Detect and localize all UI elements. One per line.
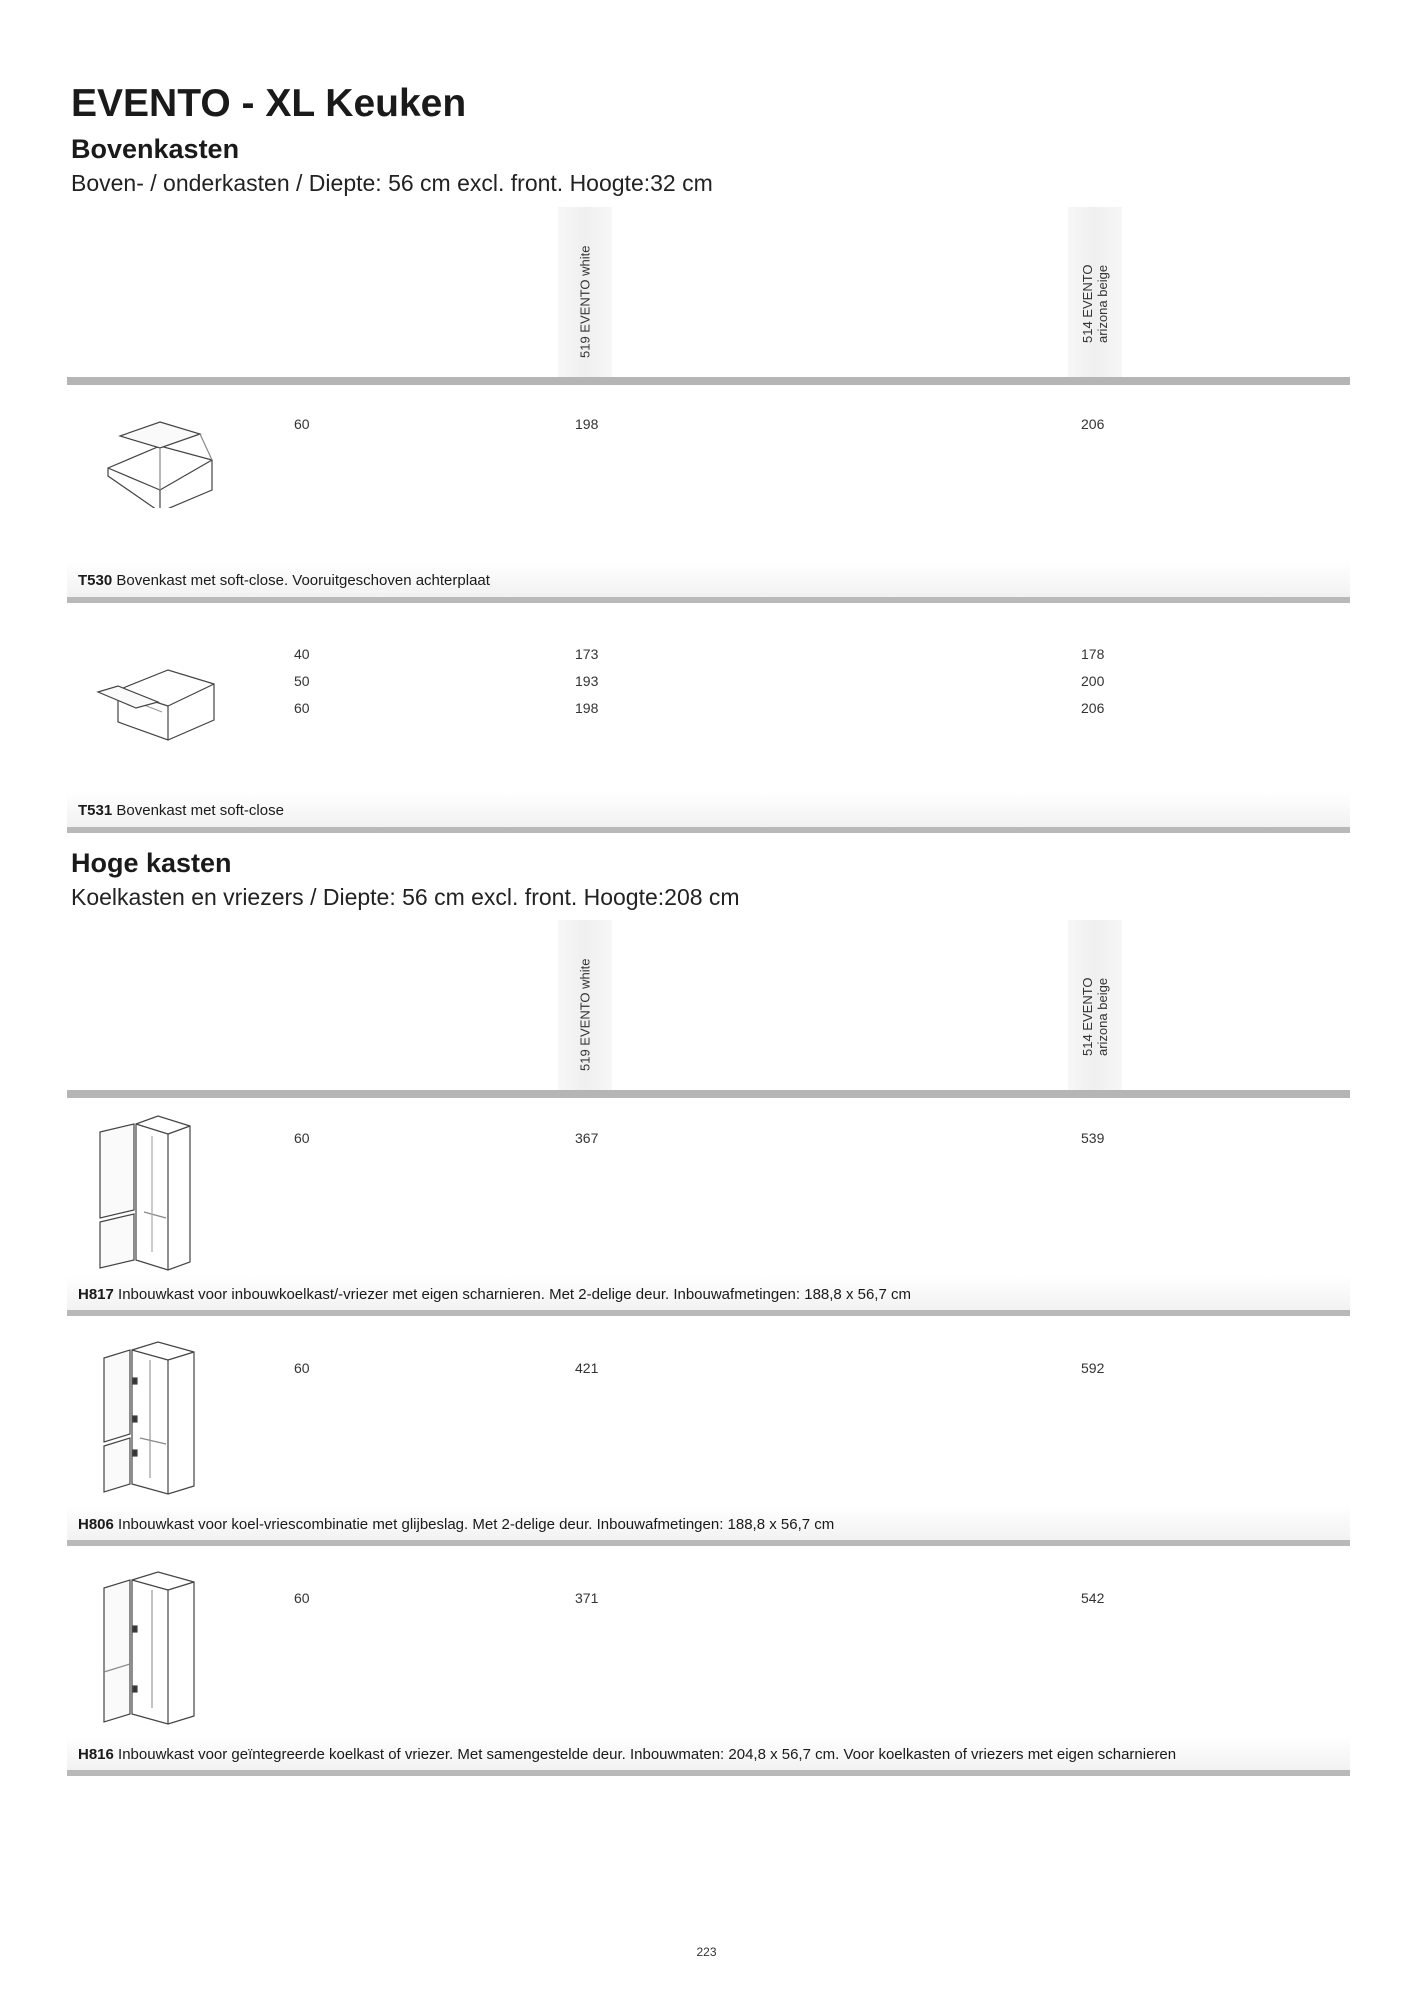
column-header-white	[558, 207, 612, 377]
column-header-beige-line2-2: arizona beige	[1095, 977, 1110, 1056]
h816-code: H816	[78, 1746, 114, 1763]
h806-price-beige: 592	[1081, 1360, 1105, 1376]
column-header-beige	[1068, 207, 1122, 377]
section-heading-hoge-kasten: Hoge kasten	[71, 848, 232, 878]
h817-width-60: 60	[294, 1130, 310, 1146]
column-header-beige-line2: arizona beige	[1095, 264, 1110, 343]
t531-price-white-50: 193	[575, 673, 599, 689]
t530-caption	[78, 572, 490, 589]
h817-price-white: 367	[575, 1130, 599, 1146]
h816-caption	[78, 1746, 1176, 1763]
section-subheading-hoge-kasten: Koelkasten en vriezers / Diepte: 56 cm excl. front. Hoogte:208 cm	[71, 884, 740, 910]
t531-price-beige-40: 178	[1081, 646, 1105, 662]
h806-caption	[78, 1516, 834, 1533]
column-header-beige-line1-2: 514 EVENTO	[1080, 977, 1095, 1056]
h816-description: Inbouwkast voor geïntegreerde koelkast of vriezer. Met samengestelde deur. Inbouwmaten: 204,8 x 56,7 cm. Voor koelkasten of vriezers met eigen scharnieren	[118, 1746, 1177, 1763]
h817-description: Inbouwkast voor inbouwkoelkast/-vriezer met eigen scharnieren. Met 2-delige deur. Inbouwafmetingen: 188,8 x 56,7 cm	[118, 1286, 911, 1303]
section-subheading-bovenkasten: Boven- / onderkasten / Diepte: 56 cm excl. front. Hoogte:32 cm	[71, 170, 713, 196]
h806-price-white: 421	[575, 1360, 599, 1376]
h806-code: H806	[78, 1516, 114, 1533]
h816-width-60: 60	[294, 1590, 310, 1606]
h817-caption	[78, 1286, 911, 1303]
t530-description: Bovenkast met soft-close. Vooruitgeschoven achterplaat	[116, 572, 490, 589]
table-header-divider-2	[67, 1090, 1350, 1098]
h817-divider	[67, 1310, 1350, 1316]
t531-price-beige-60: 206	[1081, 700, 1105, 716]
t531-divider	[67, 827, 1350, 833]
column-header-white-2	[558, 920, 612, 1090]
t531-price-white-60: 198	[575, 700, 599, 716]
h806-width-60: 60	[294, 1360, 310, 1376]
h816-price-beige: 542	[1081, 1590, 1105, 1606]
table-header-divider	[67, 377, 1350, 385]
wall-cabinet-lift-icon	[100, 418, 220, 508]
h806-divider	[67, 1540, 1350, 1546]
wall-cabinet-flap-icon	[96, 662, 221, 752]
column-header-beige-2	[1068, 920, 1122, 1090]
page-number: 223	[696, 1945, 717, 1959]
t531-description: Bovenkast met soft-close	[116, 802, 284, 819]
t530-divider	[67, 597, 1350, 603]
t531-width-40: 40	[294, 646, 310, 662]
h817-code: H817	[78, 1286, 114, 1303]
t530-price-white: 198	[575, 416, 599, 432]
t531-code: T531	[78, 802, 113, 819]
t530-width-60: 60	[294, 416, 310, 432]
tall-cabinet-sliding-icon	[100, 1338, 200, 1498]
h817-price-beige: 539	[1081, 1130, 1105, 1146]
t530-price-beige: 206	[1081, 416, 1105, 432]
h816-price-white: 371	[575, 1590, 599, 1606]
column-header-beige-label	[1080, 264, 1110, 343]
column-header-beige-line1: 514 EVENTO	[1080, 264, 1095, 343]
column-header-beige-label-2	[1080, 977, 1110, 1056]
t531-width-60: 60	[294, 700, 310, 716]
page-title: EVENTO - XL Keuken	[71, 82, 467, 125]
column-header-white-label: 519 EVENTO white	[577, 245, 593, 358]
t531-caption	[78, 802, 284, 819]
tall-cabinet-integrated-icon	[100, 1568, 200, 1728]
t531-width-50: 50	[294, 673, 310, 689]
h816-divider	[67, 1770, 1350, 1776]
tall-cabinet-fridge-icon	[96, 1112, 196, 1272]
t531-price-white-40: 173	[575, 646, 599, 662]
h806-description: Inbouwkast voor koel-vriescombinatie met glijbeslag. Met 2-delige deur. Inbouwafmetingen: 188,8 x 56,7 cm	[118, 1516, 835, 1533]
t531-price-beige-50: 200	[1081, 673, 1105, 689]
section-heading-bovenkasten: Bovenkasten	[71, 134, 240, 164]
column-header-white-label-2: 519 EVENTO white	[577, 958, 593, 1071]
t530-code: T530	[78, 572, 113, 589]
